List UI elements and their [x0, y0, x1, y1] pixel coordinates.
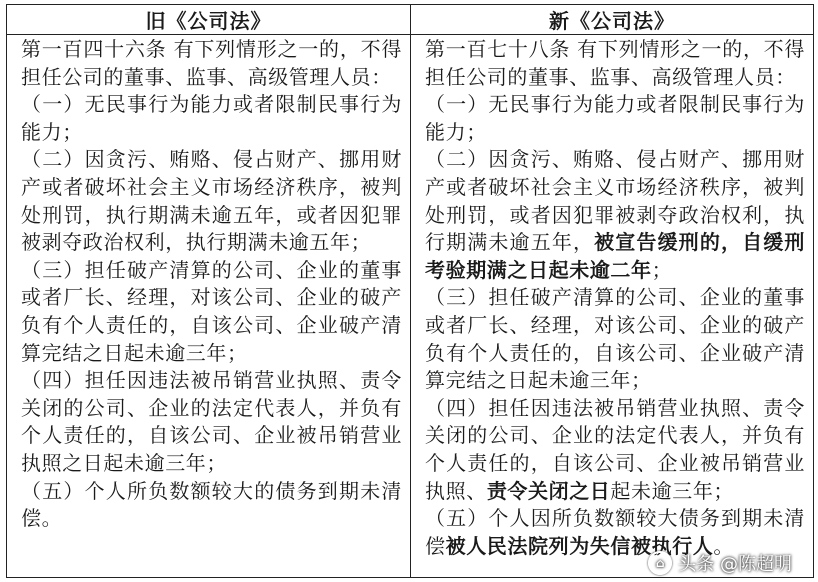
clause-text: 第一百七十八条 有下列情形之一的，不得担任公司的董事、监事、高级管理人员： — [425, 37, 805, 89]
clause-text: （五）个人因所负数额较大债务到期未清偿 — [425, 506, 805, 558]
clause-text: （四）担任因违法被吊销营业执照、责令关闭的公司、企业的法定代表人，并负有个人责任的，自该公司、企业被吊销营业执照之日起未逾三年； — [21, 368, 402, 475]
amended-text: 被人民法院列为失信被执行人 — [445, 533, 714, 558]
amended-text: 被宣告缓刑的，自缓刑考验期满之日起未逾二年 — [425, 230, 805, 282]
clause-text: ； — [651, 257, 673, 282]
clause-text: 第一百四十六条 有下列情形之一的，不得担任公司的董事、监事、高级管理人员： — [21, 37, 402, 89]
toutiao-logo-icon: ⌂ — [648, 551, 672, 575]
clause-text: （三）担任破产清算的公司、企业的董事或者厂长、经理，对该公司、企业的破产负有个人责任的，自该公司、企业破产清算完结之日起未逾三年； — [21, 257, 402, 365]
clause-text: （四）担任因违法被吊销营业执照、责令关闭的公司、企业的法定代表人，并负有个人责任的，自该公司、企业被吊销营业执照、 — [425, 395, 805, 503]
new-clause-0 — [425, 36, 805, 91]
header-row — [7, 5, 814, 35]
old-clause-3 — [21, 257, 402, 367]
clause-text: 。 — [713, 533, 735, 558]
clause-text: 起未逾三年； — [610, 478, 735, 503]
watermark-text: 头条 @陈超明 — [678, 554, 792, 575]
old-law-cell — [7, 35, 411, 578]
new-law-header: 新《公司法》 — [411, 5, 814, 35]
old-clause-2 — [21, 146, 402, 256]
clause-text: （三）担任破产清算的公司、企业的董事或者厂长、经理，对该公司、企业的破产负有个人责任的，自该公司、企业破产清算完结之日起未逾三年； — [425, 285, 805, 393]
old-clause-5 — [21, 478, 402, 533]
old-clause-0 — [21, 36, 402, 91]
old-clause-4 — [21, 367, 402, 477]
old-law-header: 旧《公司法》 — [7, 5, 411, 35]
new-clause-1 — [425, 91, 805, 146]
clause-text: （二）因贪污、贿赂、侵占财产、挪用财产或者破坏社会主义市场经济秩序，被判处刑罚，或者因犯罪被剥夺政治权利，执行期满未逾五年， — [425, 147, 805, 255]
amended-text: 责令关闭之日 — [486, 478, 611, 503]
new-clause-3 — [425, 284, 805, 394]
clause-text: （一）无民事行为能力或者限制民事行为能力； — [21, 92, 402, 144]
clause-text: （一）无民事行为能力或者限制民事行为能力； — [425, 92, 805, 144]
content-row — [7, 35, 814, 578]
old-clause-1 — [21, 91, 402, 146]
new-clause-4 — [425, 395, 805, 505]
new-clause-2 — [425, 146, 805, 284]
clause-text: （二）因贪污、贿赂、侵占财产、挪用财产或者破坏社会主义市场经济秩序，被判处刑罚，执行期满未逾五年，或者因犯罪被剥夺政治权利，执行期满未逾五年； — [21, 147, 402, 255]
comparison-table — [6, 4, 814, 578]
clause-text: （五）个人所负数额较大的债务到期未清偿。 — [21, 478, 402, 531]
new-law-cell — [411, 35, 814, 578]
new-clause-5 — [425, 505, 805, 560]
